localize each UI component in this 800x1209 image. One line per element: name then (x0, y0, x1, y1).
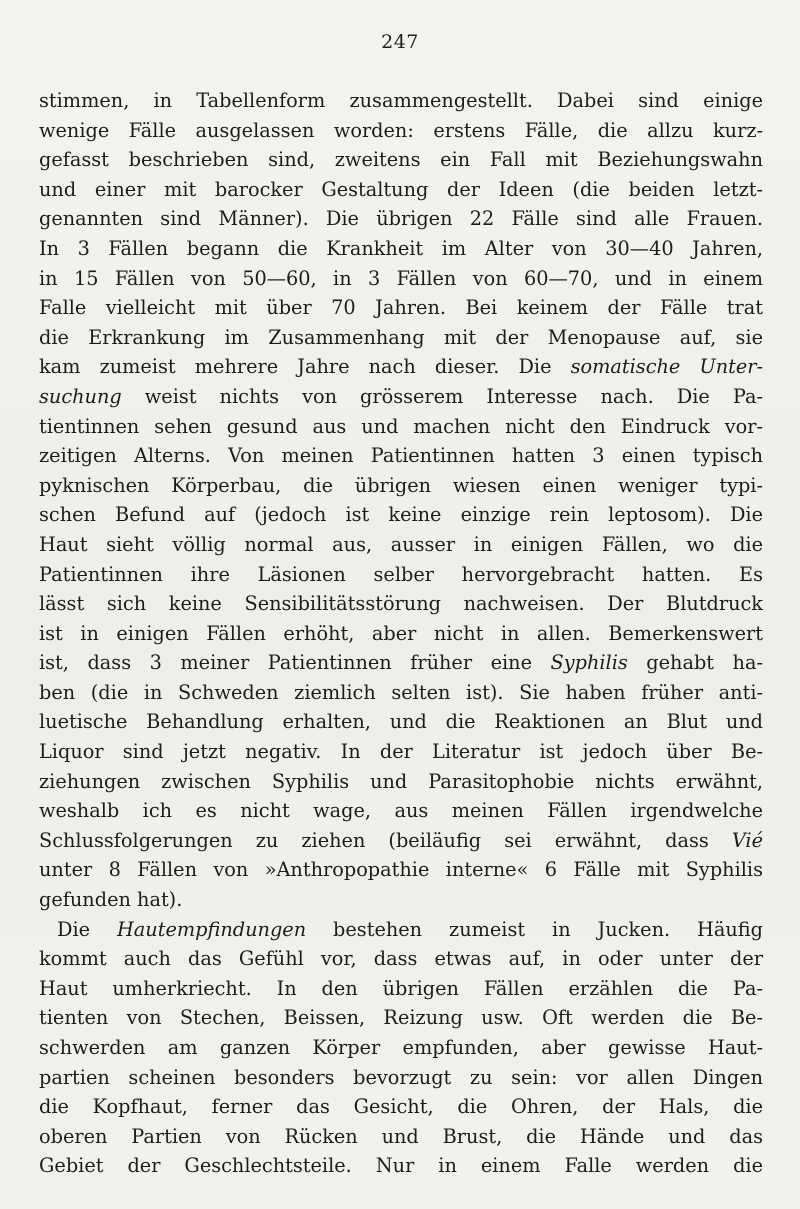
text-line (39, 234, 763, 264)
text-run: ziehungen zwischen Syphilis und Parasitophobie nichts erwähnt, (39, 769, 763, 793)
text-run: weshalb ich es nicht wage, aus meinen Fällen irgendwelche (39, 799, 763, 823)
text-line (39, 678, 763, 708)
text-run: Patientinnen ihre Läsionen selber hervorgebracht hatten. Es (39, 562, 763, 586)
text-run: pyknischen Körperbau, die übrigen wiesen einen weniger typi- (39, 473, 763, 497)
text-line (39, 175, 763, 205)
text-line (39, 1033, 763, 1063)
text-run: ist in einigen Fällen erhöht, aber nicht in allen. Bemerkenswert (39, 621, 763, 645)
text-run: bestehen zumeist in Jucken. Häufig (306, 917, 763, 941)
text-run: Die (57, 917, 117, 941)
text-run: zeitigen Alterns. Von meinen Patientinnen hatten 3 einen typisch (39, 444, 763, 468)
text-line (39, 500, 763, 530)
text-line (39, 471, 763, 501)
text-run: die Kopfhaut, ferner das Gesicht, die Ohren, der Hals, die (39, 1095, 763, 1119)
text-line (39, 560, 763, 590)
text-line (39, 589, 763, 619)
text-line (39, 86, 763, 116)
text-run: die Erkrankung im Zusammenhang mit der Menopause auf, sie (39, 325, 763, 349)
text-line (39, 204, 763, 234)
text-line (39, 974, 763, 1004)
text-line (39, 737, 763, 767)
text-run: Falle vielleicht mit über 70 Jahren. Bei keinem der Fälle trat (39, 296, 763, 320)
text-run: gehabt ha- (627, 651, 763, 675)
italic-text: Vié (731, 828, 763, 852)
text-run: unter 8 Fällen von »Anthropopathie interne« 6 Fälle mit Syphilis (39, 858, 763, 882)
text-line (39, 1151, 763, 1181)
text-line (39, 885, 763, 915)
body-text (39, 86, 763, 1181)
text-run: kam zumeist mehrere Jahre nach dieser. Die (39, 355, 571, 379)
text-line (39, 530, 763, 560)
italic-text: suchung (39, 384, 122, 408)
text-run: oberen Partien von Rücken und Brust, die Hände und das (39, 1124, 763, 1148)
text-run: genannten sind Männer). Die übrigen 22 Fälle sind alle Frauen. (39, 207, 763, 231)
text-line (39, 264, 763, 294)
text-run: gefunden hat). (39, 888, 183, 912)
text-line (39, 382, 763, 412)
text-line (39, 352, 763, 382)
italic-text: Syphilis (550, 651, 628, 675)
text-run: stimmen, in Tabellenform zusammengestellt. Dabei sind einige (39, 89, 763, 112)
italic-text: somatische Unter- (570, 355, 764, 379)
text-line (39, 944, 763, 974)
text-line (39, 441, 763, 471)
italic-text: Hautempfindungen (116, 917, 307, 941)
text-line (39, 619, 763, 649)
text-run: und einer mit barocker Gestaltung der Ideen (die beiden letzt- (39, 177, 763, 201)
text-line (39, 915, 763, 945)
text-run: Liquor sind jetzt negativ. In der Literatur ist jedoch über Be- (39, 740, 763, 764)
page-number: 247 (381, 31, 419, 53)
text-run: weist nichts von grösserem Interesse nach. Die Pa- (121, 384, 763, 408)
text-run: Schlussfolgerungen zu ziehen (beiläufig sei erwähnt, dass (39, 828, 732, 852)
text-run: schwerden am ganzen Körper empfunden, aber gewisse Haut- (39, 1036, 763, 1059)
text-line (39, 707, 763, 737)
text-run: kommt auch das Gefühl vor, dass etwas auf, in oder unter der (39, 947, 763, 971)
text-line (39, 293, 763, 323)
text-line (39, 648, 763, 678)
text-run: Haut umherkriecht. In den übrigen Fällen erzählen die Pa- (39, 976, 763, 1000)
text-run: tienten von Stechen, Beissen, Reizung usw. Oft werden die Be- (39, 1006, 763, 1030)
text-run: tientinnen sehen gesund aus und machen nicht den Eindruck vor- (39, 414, 763, 438)
text-line (39, 145, 763, 175)
text-run: wenige Fälle ausgelassen worden: erstens Fälle, die allzu kurz- (39, 118, 763, 142)
text-run: in 15 Fällen von 50—60, in 3 Fällen von 60—70, und in einem (39, 266, 763, 290)
text-line (39, 796, 763, 826)
text-line (39, 855, 763, 885)
text-line (39, 323, 763, 353)
text-line (39, 116, 763, 146)
text-line (39, 767, 763, 797)
text-run: Gebiet der Geschlechtsteile. Nur in einem Falle werden die (39, 1154, 763, 1178)
text-run: lässt sich keine Sensibilitätsstörung nachweisen. Der Blutdruck (39, 592, 763, 616)
text-line (39, 412, 763, 442)
text-run: partien scheinen besonders bevorzugt zu sein: vor allen Dingen (39, 1065, 763, 1089)
text-line (39, 1063, 763, 1093)
text-line (39, 1122, 763, 1152)
text-line (39, 826, 763, 856)
text-line (39, 1003, 763, 1033)
text-run: ben (die in Schweden ziemlich selten ist). Sie haben früher anti- (39, 680, 763, 704)
text-run: In 3 Fällen begann die Krankheit im Alter von 30—40 Jahren, (39, 236, 763, 260)
text-line (39, 1092, 763, 1122)
text-run: schen Befund auf (jedoch ist keine einzige rein leptosom). Die (39, 503, 763, 527)
text-run: Haut sieht völlig normal aus, ausser in einigen Fällen, wo die (39, 532, 763, 556)
text-run: luetische Behandlung erhalten, und die Reaktionen an Blut und (39, 710, 763, 734)
text-run: ist, dass 3 meiner Patientinnen früher eine (39, 651, 551, 675)
text-run: gefasst beschrieben sind, zweitens ein Fall mit Beziehungswahn (39, 148, 763, 172)
